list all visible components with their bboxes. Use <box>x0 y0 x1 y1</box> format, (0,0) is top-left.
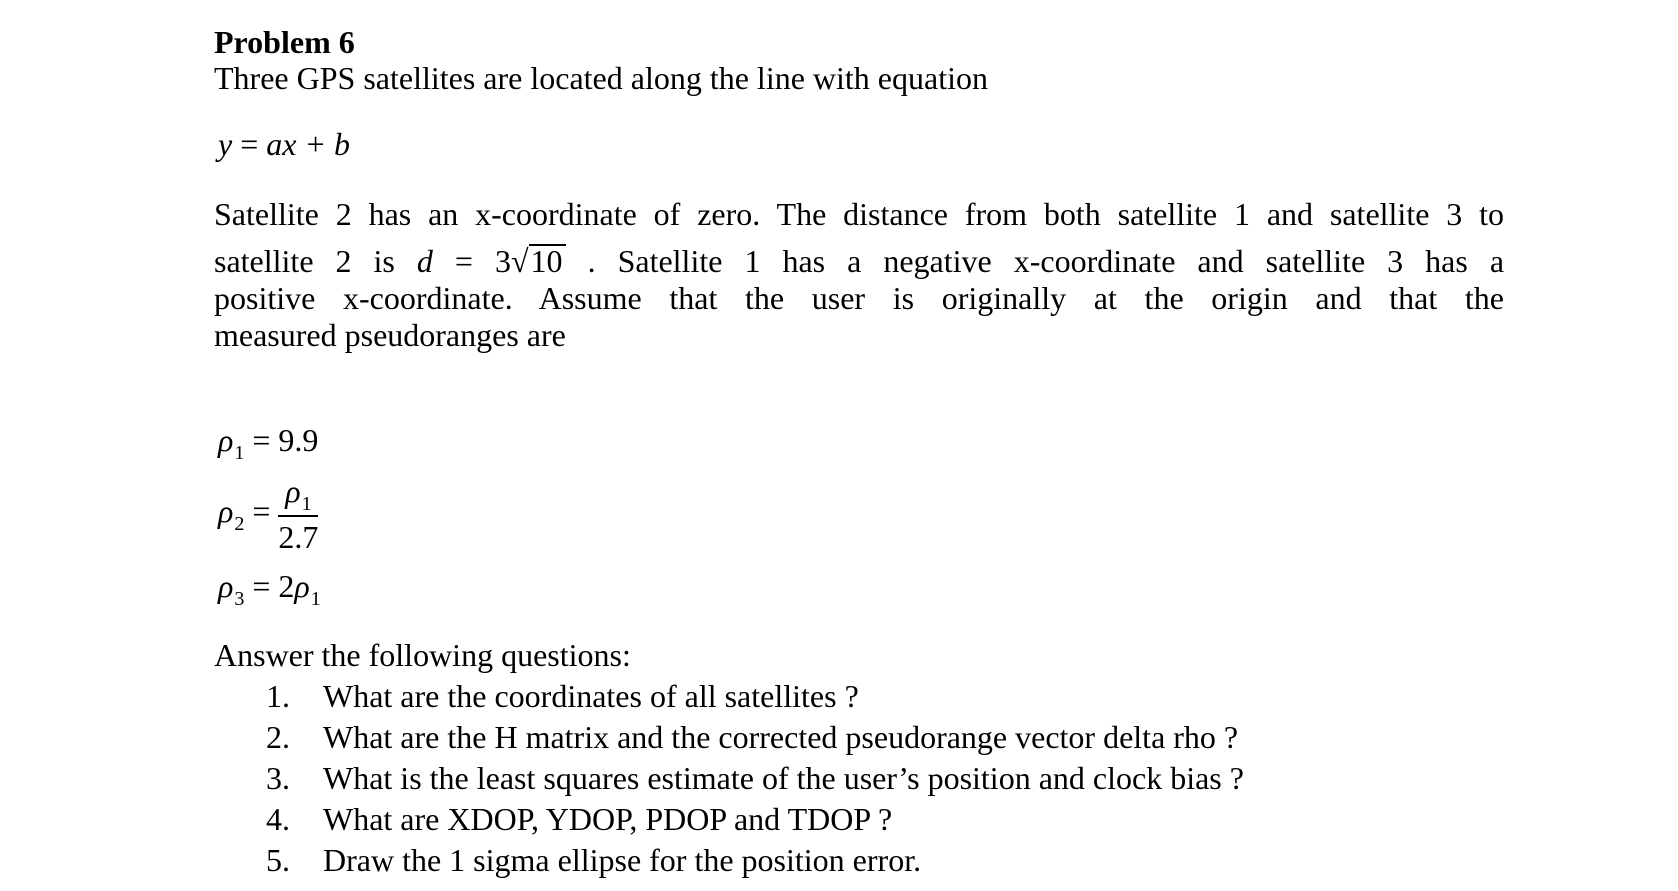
list-item: 5. Draw the 1 sigma ellipse for the position error. <box>266 842 922 878</box>
description-line-2-after: . Satellite 1 has a negative x-coordinate and satellite 3 has a <box>587 243 1505 279</box>
description-line-4: measured pseudoranges are <box>214 317 566 353</box>
rho-symbol: ρ <box>218 492 234 529</box>
rho2-denominator: 2.7 <box>278 519 319 555</box>
rho2-fraction <box>278 472 318 557</box>
problem-title: Problem 6 <box>214 24 355 60</box>
list-item: 2. What are the H matrix and the corrected pseudorange vector delta rho ? <box>266 719 1239 755</box>
line-equation-rhs: ax + b <box>266 126 351 162</box>
pseudorange-rho1: $\rho_1 = 9.9$ <box>218 422 319 464</box>
list-item: 1. What are the coordinates of all satellites ? <box>266 678 859 714</box>
rho2-subscript: 2 <box>234 512 245 535</box>
pseudorange-rho3: $\rho_3 = 2\rho_1$ <box>218 568 321 610</box>
rho1-value: 9.9 <box>278 422 319 458</box>
list-item: 3. What is the least squares estimate of the user’s position and clock bias ? <box>266 760 1244 796</box>
problem-description <box>214 194 1504 356</box>
distance-coefficient: 3 <box>494 243 511 279</box>
distance-variable: d <box>416 243 433 279</box>
questions-list <box>266 676 1244 881</box>
description-line-2: satellite 2 is d = 3√10 . Satellite 1 has a negative x-coordinate and satellite 3 has a <box>214 243 1505 279</box>
rho3-subscript: 3 <box>234 588 245 610</box>
distance-radicand: 10 <box>529 244 566 276</box>
list-item: 4. What are XDOP, YDOP, PDOP and TDOP ? <box>266 801 893 837</box>
description-line-3: positive x-coordinate. Assume that the user is originally at the origin and that the <box>214 280 1504 316</box>
description-line-2-before: satellite 2 is <box>214 243 395 279</box>
pseudorange-rho2: $\rho_2$ = $\frac{\rho_1}{2.7}$ <box>218 473 319 555</box>
description-line-1: Satellite 2 has an x-coordinate of zero. The distance from both satellite 1 and satellite 3 to <box>214 196 1504 232</box>
questions-intro: Answer the following questions: <box>214 637 631 673</box>
rho1-subscript: 1 <box>234 442 245 464</box>
rho2-numerator: $\rho_1$ <box>278 472 318 517</box>
rho-symbol: ρ <box>218 568 234 604</box>
rho-symbol: ρ <box>218 422 234 458</box>
rho3-ref-subscript: 1 <box>310 588 321 610</box>
line-equation-lhs: y <box>218 126 233 162</box>
rho3-coefficient: 2 <box>278 568 295 604</box>
line-equation: y = ax + b <box>218 126 351 162</box>
problem-intro: Three GPS satellites are located along the line with equation <box>214 60 988 96</box>
